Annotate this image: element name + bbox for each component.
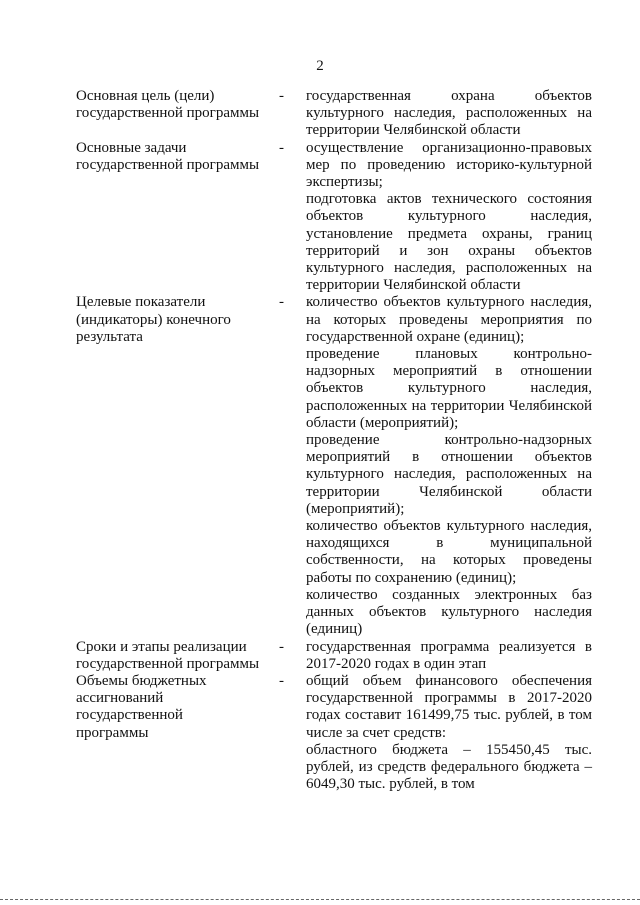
row-tasks [76,140,592,295]
row-label [76,673,279,793]
label-line: Целевые показатели [76,294,206,311]
row-goal [76,88,592,140]
label-line: ассигнований [76,690,164,707]
row-value [306,673,592,793]
label-line: государственной программы [76,655,260,672]
row-label [76,88,279,140]
row-label [76,639,279,673]
dash-separator: - [279,294,284,311]
row-timeline [76,639,592,673]
row-value [306,88,592,140]
label-line: государственной [76,707,183,724]
value-paragraph: подготовка актов технического состояния объектов культурного наследия, установление предмета охраны, границ территорий и зон охраны объектов культурного наследия, расположенных на территории Челябинской области [306,191,592,294]
value-paragraph: общий объем финансового обеспечения государственной программы в 2017-2020 годах составит 161499,75 тыс. рублей, в том числе за счет средств: [306,672,592,741]
value-paragraph: государственная охрана объектов культурного наследия, расположенных на территории Челябинской области [306,88,592,139]
scan-bottom-edge [0,899,640,901]
row-value [306,294,592,638]
value-paragraph: количество созданных электронных баз данных объектов культурного наследия (единиц) [306,586,592,638]
row-label [76,294,279,638]
label-line: Основные задачи [76,139,187,156]
value-paragraph: государственная программа реализуется в 2017-2020 годах в один этап [306,638,592,672]
row-value [306,639,592,673]
label-line: Основная цель (цели) [76,88,215,104]
value-paragraph: областного бюджета – 155450,45 тыс. рублей, из средств федерального бюджета – 6049,30 тыс. рублей, в том [306,741,592,793]
dash-separator: - [279,88,284,104]
value-paragraph: количество объектов культурного наследия, на которых проведены мероприятия по государственной охране (единиц); [306,294,592,345]
label-line: (индикаторы) конечного [76,311,231,328]
label-line: государственной программы [76,105,260,122]
row-budget [76,673,592,793]
row-value [306,140,592,295]
value-paragraph: проведение контрольно-надзорных мероприятий в отношении объектов культурного наследия, расположенных на территории Челябинской области (мероприятий); [306,432,592,517]
passport-table [76,88,592,793]
value-paragraph: количество объектов культурного наследия, находящихся в муниципальной собственности, на которых проведены работы по сохранению (единиц); [306,518,592,586]
row-indicators [76,294,592,638]
row-label [76,140,279,295]
label-line: Сроки и этапы реализации [76,638,247,655]
dash-separator: - [279,139,284,156]
dash-separator: - [279,638,284,655]
label-line: программы [76,724,149,741]
value-paragraph: осуществление организационно-правовых мер по проведению историко-культурной экспертизы; [306,139,592,191]
label-line: государственной программы [76,156,260,173]
label-line: Объемы бюджетных [76,672,207,689]
value-paragraph: проведение плановых контрольно-надзорных мероприятий в отношении объектов культурного наследия, расположенных на территории Челябинской области (мероприятий); [306,346,592,431]
label-line: результата [76,328,143,345]
page-number: 2 [316,58,324,74]
dash-separator: - [279,672,284,689]
